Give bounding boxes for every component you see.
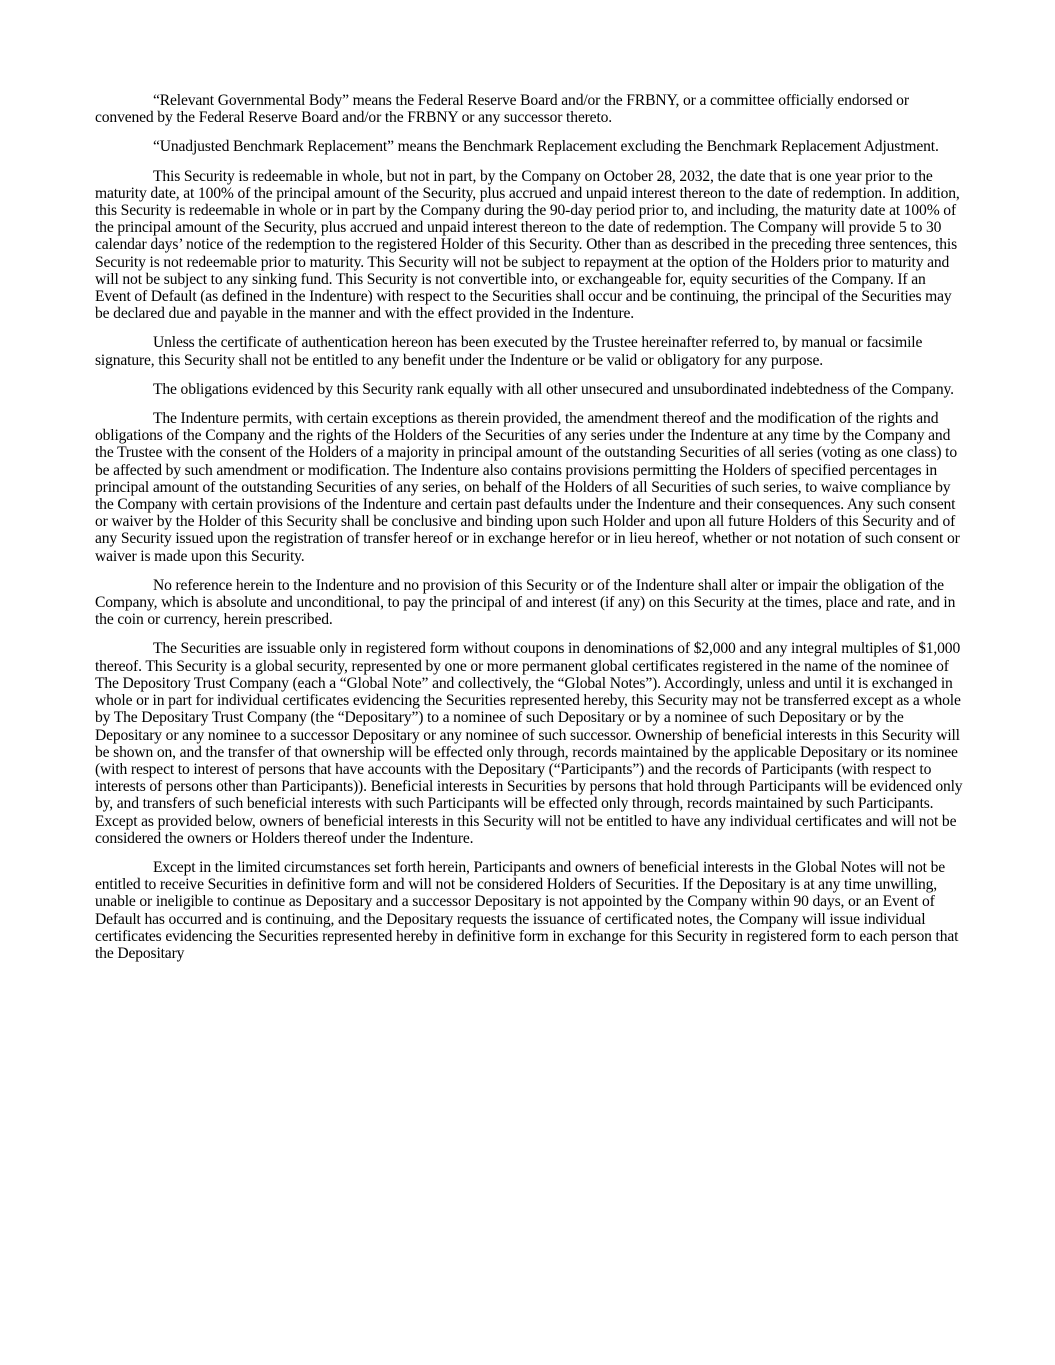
paragraph-obligation-to-pay: No reference herein to the Indenture and no provision of this Security or of the Indenture shall alter or impair the obligation of the Company, which is absolute and unconditional, to pay the principal of and interest (if any) on this Security at the times, place and rate, and in the coin or currency, herein prescribed.: [95, 576, 956, 629]
paragraph-amendment-and-waiver: The Indenture permits, with certain exceptions as therein provided, the amendment thereof and the modification of the rights and obligations of the Company and the rights of the Holders of the Securities of any series under the Indenture at any time by the Company and the Trustee with the consent of the Holders of a majority in principal amount of the outstanding Securities of all series (voting as one class) to be affected by such amendment or modification. The Indenture also contains provisions permitting the Holders of specified percentages in principal amount of the outstanding Securities of any series, on behalf of the Holders of all Securities of such series, to waive compliance by the Company with certain provisions of the Indenture and certain past defaults under the Indenture and their consequences. Any such consent or waiver by the Holder of this Security shall be conclusive and binding upon such Holder and upon all future Holders of this Security and of any Security issued upon the registration of transfer hereof or in exchange herefor or in lieu hereof, whether or not notation of such consent or waiver is made upon this Security.: [95, 410, 960, 565]
document-page: [95, 92, 963, 974]
paragraph-definitive-form: Except in the limited circumstances set forth herein, Participants and owners of beneficial interests in the Global Notes will not be entitled to receive Securities in definitive form and will not be considered Holders of Securities. If the Depositary is at any time unwilling, unable or ineligible to continue as Depositary and a successor Depositary is not appointed by the Company within 90 days, or an Event of Default has occurred and is continuing, and the Depositary requests the issuance of certificated notes, the Company will issue individual certificates evidencing the Securities represented hereby in definitive form in exchange for this Security in registered form to each person that the Depositary: [95, 858, 959, 962]
paragraph-redemption: This Security is redeemable in whole, but not in part, by the Company on October 28, 2032, the date that is one year prior to the maturity date, at 100% of the principal amount of the Security, plus accrued and unpaid interest thereon to the date of redemption. In addition, this Security is redeemable in whole or in part by the Company during the 90-day period prior to, and including, the maturity date at 100% of the principal amount of the Security, plus accrued and unpaid interest thereon to the date of redemption. The Company will provide 5 to 30 calendar days’ notice of the redemption to the registered Holder of this Security. Other than as described in the preceding three sentences, this Security is not redeemable prior to maturity. This Security will not be subject to repayment at the option of the Holders prior to maturity and will not be subject to any sinking fund. This Security is not convertible into, or exchangeable for, equity securities of the Company. If an Event of Default (as defined in the Indenture) with respect to the Securities shall occur and be continuing, the principal of the Securities may be declared due and payable in the manner and with the effect provided in the Indenture.: [95, 167, 960, 323]
paragraph-unadjusted-benchmark-replacement: “Unadjusted Benchmark Replacement” means the Benchmark Replacement excluding the Benchmark Replacement Adjustment.: [153, 138, 939, 156]
paragraph-certificate-of-authentication: Unless the certificate of authentication hereon has been executed by the Trustee hereinafter referred to, by manual or facsimile signature, this Security shall not be entitled to any benefit under the Indenture or be valid or obligatory for any purpose.: [95, 334, 923, 369]
paragraph-ranking: The obligations evidenced by this Security rank equally with all other unsecured and unsubordinated indebtedness of the Company.: [153, 380, 954, 398]
paragraph-relevant-governmental-body: “Relevant Governmental Body” means the Federal Reserve Board and/or the FRBNY, or a committee officially endorsed or convened by the Federal Reserve Board and/or the FRBNY or any successor thereto.: [95, 92, 909, 127]
paragraph-global-notes: The Securities are issuable only in registered form without coupons in denominations of $2,000 and any integral multiples of $1,000 thereof. This Security is a global security, represented by one or more permanent global certificates registered in the name of the nominee of The Depository Trust Company (each a “Global Note” and collectively, the “Global Notes”). Accordingly, unless and until it is exchanged in whole or in part for individual certificates evidencing the Securities represented hereby, this Security may not be transferred except as a whole by The Depositary Trust Company (the “Depositary”) to a nominee of such Depositary or by a nominee of such Depositary or by the Depositary or any nominee to a successor Depositary or any nominee of such successor. Ownership of beneficial interests in this Security will be shown on, and the transfer of that ownership will be effected only through, records maintained by the applicable Depositary or its nominee (with respect to interest of persons that have accounts with the Depositary (“Participants”) and the records of Participants (with respect to interests of persons other than Participants)). Beneficial interests in Securities by persons that hold through Participants will be evidenced only by, and transfers of such beneficial interests with such Participants will be effected only through, records maintained by such Participants. Except as provided below, owners of beneficial interests in this Security will not be entitled to have any individual certificates and will not be considered the owners or Holders thereof under the Indenture.: [95, 640, 963, 847]
